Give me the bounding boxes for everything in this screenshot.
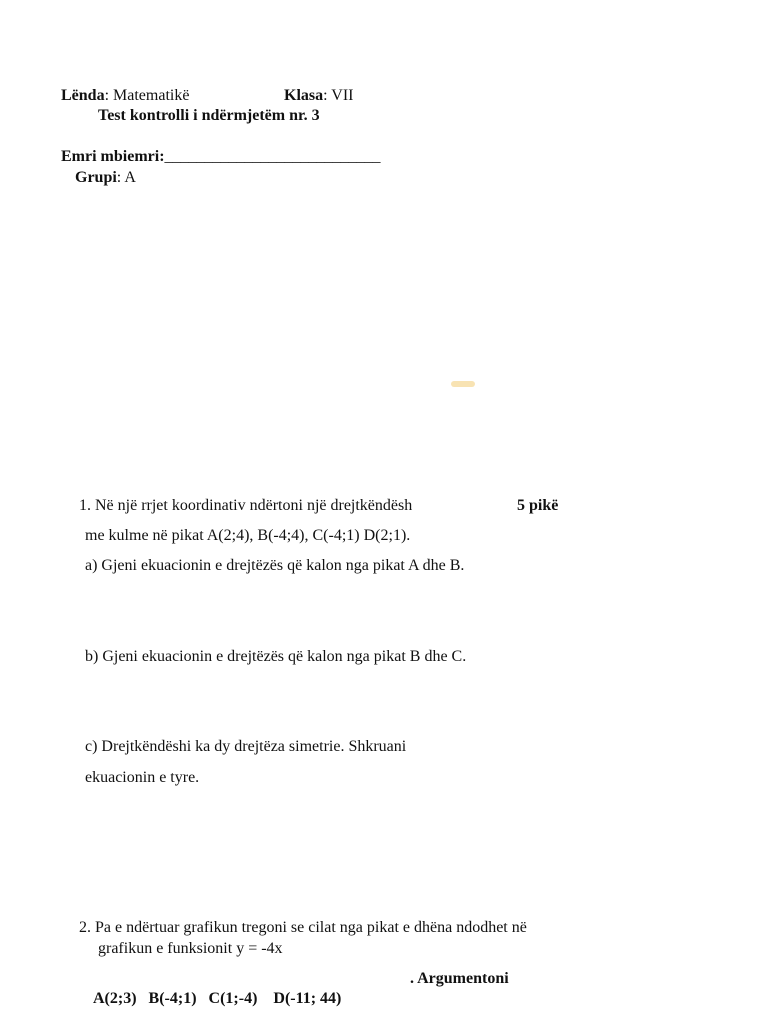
- test-title: Test kontrolli i ndërmjetëm nr. 3: [98, 107, 320, 124]
- subject-value: : Matematikë: [104, 87, 190, 104]
- stain-mark: [451, 381, 475, 387]
- question1-line2: me kulme në pikat A(2;4), B(-4;4), C(-4;1) D(2;1).: [85, 527, 411, 544]
- subject-label: Lënda: [61, 87, 105, 104]
- question2-points-list: A(2;3) B(-4;1) C(1;-4) D(-11; 44): [93, 990, 342, 1007]
- question1-part-b: b) Gjeni ekuacionin e drejtëzës që kalon nga pikat B dhe C.: [85, 648, 467, 665]
- group-line: [75, 168, 136, 188]
- subject-line: [61, 86, 189, 106]
- question1-part-a: a) Gjeni ekuacionin e drejtëzës që kalon nga pikat A dhe B.: [85, 557, 465, 574]
- class-value: : VII: [323, 87, 354, 104]
- group-label: Grupi: [75, 169, 117, 186]
- question1-part-c-line1: c) Drejtkëndëshi ka dy drejtëza simetrie. Shkruani: [85, 738, 407, 755]
- name-blank: ___________________________: [164, 148, 381, 165]
- question1-points: 5 pikë: [517, 497, 559, 514]
- group-value: : A: [116, 169, 136, 186]
- class-line: [284, 86, 354, 106]
- class-label: Klasa: [284, 87, 324, 104]
- question2-line2: grafikun e funksionit y = -4x: [98, 940, 283, 957]
- question2-argue: . Argumentoni: [410, 970, 509, 987]
- question1-part-c-line2: ekuacionin e tyre.: [85, 769, 200, 786]
- name-label: Emri mbiemri:: [61, 148, 165, 165]
- name-line: [61, 147, 381, 167]
- question2-line1: 2. Pa e ndërtuar grafikun tregoni se cilat nga pikat e dhëna ndodhet në: [79, 919, 527, 936]
- question1-line1: 1. Në një rrjet koordinativ ndërtoni një drejtkëndësh: [79, 497, 413, 514]
